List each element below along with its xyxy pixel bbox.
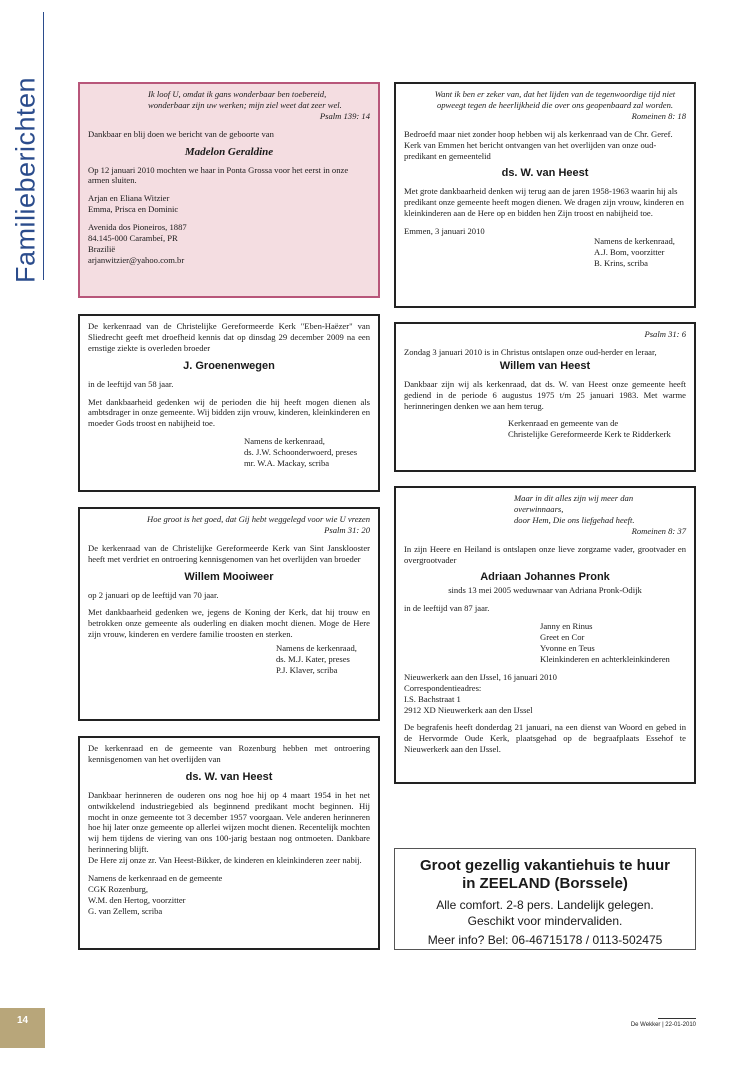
body-text: Met dankbaarheid gedenken we, jegens de Koning der Kerk, dat hij trouw en betrokken onze gemeente als ouderling en diaken mocht dienen. Moge de Here zijn vrouw, kinderen en verdere familie troosten en sterken. [88,607,370,640]
address: Avenida dos Pioneiros, 1887 84.145-000 Carambeí, PR Brazilië arjanwitzier@yahoo.com.br [88,222,187,265]
place-date: Emmen, 3 januari 2010 [404,226,485,237]
address: Nieuwerkerk aan den IJssel, 16 januari 2010 Correspondentieadres: I.S. Bachstraat 1 2912 XD Nieuwerkerk aan den IJssel [404,671,557,715]
body-text-2: De Here zij onze zr. Van Heest-Bikker, de kinderen en kleinkinderen zeer nabij. [88,855,362,866]
obituary-groenenwegen [78,314,380,492]
birth-text: Op 12 januari 2010 mochten we haar in Ponta Grossa voor het eerst in onze armen sluiten. [88,164,349,186]
obituary-heest-emmen [394,82,696,308]
obituary-pronk [394,486,696,784]
signers: Namens de kerkenraad, ds. J.W. Schoonderwoerd, preses mr. W.A. Mackay, scriba [244,436,358,469]
page-number: 14 [0,1008,45,1048]
intro-text: De kerkenraad van de Christelijke Gereformeerde Kerk van Sint Jansklooster heeft met verdriet en ontroering kennisgenomen van het overlijden van broeder [88,542,370,564]
widower-text: sinds 13 mei 2005 weduwnaar van Adriana Pronk-Odijk [448,585,642,596]
quote-ref: Psalm 31: 20 [324,524,370,535]
intro-text: Bedroefd maar niet zonder hoop hebben wij als kerkenraad van de Chr. Geref. Kerk van Emmen het bericht ontvangen van het overlijden van onze oud-predikant en gemeentelid [404,128,673,161]
deceased-name: J. Groenenwegen [183,359,275,372]
signers: Kerkenraad en gemeente van de Christelijke Gereformeerde Kerk te Ridderkerk [508,418,671,440]
body-text: Dankbaar zijn wij als kerkenraad, dat ds. W. van Heest onze gemeente heeft gediend in de periode 6 augustus 1975 t/m 25 januari 1983. Met warme herinneringen denken we aan hem terug. [404,378,686,411]
intro-text: De kerkenraad van de Christelijke Gereformeerde Kerk "Eben-Haëzer" van Sliedrecht geeft met droefheid kennis dat op dinsdag 29 december 2009 na een ernstige ziekte is overleden broeder [88,321,370,353]
quote-ref: Psalm 31: 6 [644,329,686,339]
deceased-name: Willem Mooiweer [184,570,274,583]
deceased-name: Willem van Heest [499,359,591,372]
age-text: op 2 januari op de leeftijd van 70 jaar. [88,589,219,600]
vacation-house-advert [394,848,696,950]
child-name: Madelon Geraldine [184,145,274,158]
deceased-name: ds. W. van Heest [185,770,273,783]
family: Janny en Rinus Greet en Cor Yvonne en Teus Kleinkinderen en achterkleinkinderen [540,621,670,664]
quote: Maar in dit alles zijn wij meer dan overwinnaars, door Hem, Die ons liefgehad heeft. [514,493,635,525]
funeral-text: De begrafenis heeft donderdag 21 januari, na een dienst van Woord en gebed in de Hervormde Oude Kerk, plaatsgehad op de begraafplaats Essehof te Nieuwerkerk aan den IJssel. [404,722,686,755]
age-text: in de leeftijd van 58 jaar. [88,378,174,389]
advert-title: Groot gezellig vakantiehuis te huur in ZEELAND (Borssele) [419,857,671,892]
body-text: Dankbaar herinneren de ouderen ons nog hoe hij op 4 maart 1954 in het net ontwikkelend industriegebied als beginnend predikant mocht beginnen. Hij mocht in onze gemeente tot 3 december 1957 voorgaan. Vele anderen herinneren hoe hij later onze gemeente op allerlei wijzen mocht dienen. Recentelijk mochten wij hem tijdens de viering van ons 100-jarig bestaan nog ontmoeten. Dankbare herinnering blijft. [88,789,370,855]
quote: Ik loof U, omdat ik gans wonderbaar ben toebereid, wonderbaar zijn uw werken; mijn ziel weet dat zeer wel. [148,89,342,110]
advert-body: Alle comfort. 2-8 pers. Landelijk gelegen. Geschikt voor mindervaliden. [436,898,654,928]
obituary-mooiweer [78,507,380,721]
parents: Arjan en Eliana Witzier Emma, Prisca en Dominic [88,193,179,215]
footer-rule [658,1018,696,1019]
signers: Namens de kerkenraad en de gemeente CGK Rozenburg, W.M. den Hertog, voorzitter G. van Zellem, scriba [88,873,223,916]
body-text: Met dankbaarheid gedenken wij de perioden die hij heeft mogen dienen als ambtsdrager in onze gemeente. Wij bidden zijn vrouw, kinderen, kleinkinderen en moeder Gods troost en nabijheid toe. [88,396,370,429]
intro-text: Dankbaar en blij doen we bericht van de geboorte van [88,128,274,139]
advert-contact: Meer info? Bel: 06-46715178 / 0113-502475 [427,933,663,947]
signers: Namens de kerkenraad, ds. M.J. Kater, preses P.J. Klaver, scriba [276,643,357,675]
footer-publication: De Wekker | 22-01-2010 [630,1022,696,1028]
signers: Namens de kerkenraad, A.J. Bom, voorzitter B. Krins, scriba [594,235,675,268]
quote-ref: Romeinen 8: 37 [631,525,686,536]
deceased-name: Adriaan Johannes Pronk [480,571,610,584]
body-text: Met grote dankbaarheid denken wij terug aan de jaren 1958-1963 waarin hij als predikant onze gemeente heeft mogen dienen. We dragen zijn vrouw, kinderen en kleinkinderen aan de Here op en bidden hen Zijn troost en nabijheid toe. [404,186,684,219]
obituary-heest-rozenburg [78,736,380,950]
quote-ref: Psalm 139: 14 [319,110,370,121]
birth-notice-witzier [78,82,380,298]
quote: Want ik ben er zeker van, dat het lijden van de tegenwoordige tijd niet opweegt tegen de heerlijkheid die over ons geopenbaard zal worden. [434,89,676,110]
intro-text: In zijn Heere en Heiland is ontslapen onze lieve zorgzame vader, grootvader en overgrootvader [404,543,686,565]
section-title: Familieberichten [10,76,41,284]
age-text: in de leeftijd van 87 jaar. [404,603,490,614]
quote: Hoe groot is het goed, dat Gij hebt weggelegd voor wie U vrezen [147,514,370,524]
deceased-name: ds. W. van Heest [501,167,589,180]
obituary-heest-ridderkerk [394,322,696,472]
intro-text: Zondag 3 januari 2010 is in Christus ontslapen onze oud-herder en leraar, [404,346,657,357]
intro-text: De kerkenraad en de gemeente van Rozenburg hebben met ontroering kennisgenomen van het overlijden van [88,743,370,764]
quote-ref: Romeinen 8: 18 [631,110,686,121]
